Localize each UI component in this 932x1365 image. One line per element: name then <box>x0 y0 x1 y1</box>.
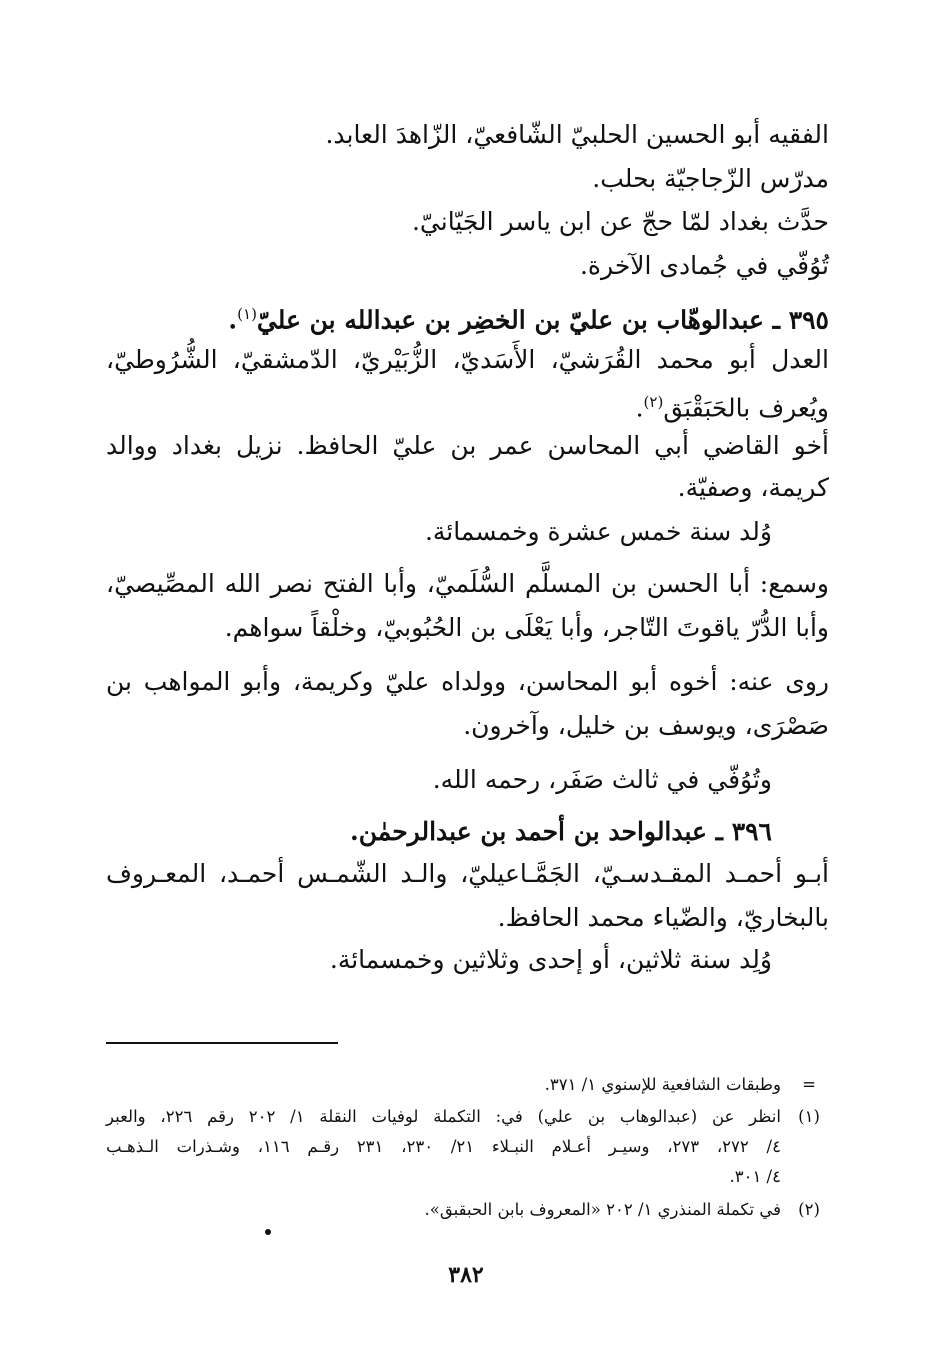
text-line: بالبخاريّ، والضّياء محمد الحافظ. <box>497 903 829 932</box>
ink-dot <box>265 1229 271 1235</box>
footnote-text: وطبقات الشافعية للإسنوي ١/ ٣٧١. <box>544 1075 781 1094</box>
text-line: روى عنه: أخوه أبو المحاسن، وولداه عليّ وكريمة، وأبو المواهب بن <box>106 667 829 696</box>
footnote-ref: (٢) <box>643 393 664 411</box>
footnote-ref: (١) <box>237 305 257 323</box>
entry-heading-396: ٣٩٦ ـ عبدالواحد بن أحمد بن عبدالرحمٰن. <box>350 817 772 846</box>
text-line: وسمع: أبا الحسن بن المسلَّم السُّلَميّ، وأبا الفتح نصر الله المصِّيصيّ، <box>106 569 829 598</box>
text-line: وتُوُفّي في ثالث صَفَر، رحمه الله. <box>432 765 772 794</box>
entry-heading-395 <box>228 297 829 337</box>
text-line: أبـو أحمـد المقـدسـيّ، الجَمَّـاعيليّ، والـد الشّمـس أحمـد، المعـروف <box>106 859 829 888</box>
text-line: حدَّث بغداد لمّا حجّ عن ابن ياسر الجَيّانيّ. <box>411 207 829 236</box>
footnote-text: انظر عن (عبدالوهاب بن علي) في: التكملة لوفيات النقلة ١/ ٢٠٢ رقم ٢٢٦، والعبر <box>106 1107 781 1126</box>
punctuation: . <box>635 393 644 423</box>
entry-title: ٣٩٥ ـ عبدالوهّاب بن عليّ بن الخضِر بن عبدالله بن عليّ <box>256 305 829 335</box>
text-line: العدل أبو محمد القُرَشيّ، الأَسَديّ، الزُّبَيْريّ، الدّمشقيّ، الشُّرُوطيّ، <box>106 345 829 374</box>
footnote-mark: (٢) <box>798 1200 820 1219</box>
footnote-mark: = <box>802 1075 816 1094</box>
footnote-text: ٤/ ٢٧٢، ٢٧٣، وسيـر أعـلام النبـلاء ٢١/ ٢٣٠، ٢٣١ رقـم ١١٦، وشـذرات الـذهـب <box>106 1137 781 1156</box>
footnote-separator <box>106 1042 338 1044</box>
text-line: أخو القاضي أبي المحاسن عمر بن عليّ الحافظ. نزيل بغداد ووالد <box>106 431 829 460</box>
text-line <box>636 385 829 425</box>
text-line: وُلد سنة خمس عشرة وخمسمائة. <box>424 517 772 546</box>
text-line: تُوُفّي في جُمادى الآخرة. <box>579 251 829 280</box>
footnote-mark: (١) <box>798 1107 820 1126</box>
text-line: وأبا الدُّرّ ياقوتَ التّاجر، وأبا يَعْلَى بن الحُبُوبيّ، وخلْقاً سواهم. <box>224 613 829 642</box>
text-line: صَصْرَى، ويوسف بن خليل، وآخرون. <box>463 711 829 740</box>
text-line: الفقيه أبو الحسين الحلبيّ الشّافعيّ، الزّاهدَ العابد. <box>325 120 829 149</box>
text-span: ويُعرف بالحَبَقْبَق <box>663 393 829 423</box>
text-line: مدرّس الزّجاجيّة بحلب. <box>592 164 829 193</box>
punctuation: . <box>228 305 238 335</box>
footnote-text: في تكملة المنذري ١/ ٢٠٢ «المعروف بابن الحبقبق». <box>424 1200 781 1219</box>
text-line: وُلِد سنة ثلاثين، أو إحدى وثلاثين وخمسمائة. <box>329 945 772 974</box>
text-line: كريمة، وصفيّة. <box>677 473 829 502</box>
page-number: ٣٨٢ <box>448 1262 484 1288</box>
footnote-text: ٤/ ٣٠١. <box>729 1167 781 1186</box>
